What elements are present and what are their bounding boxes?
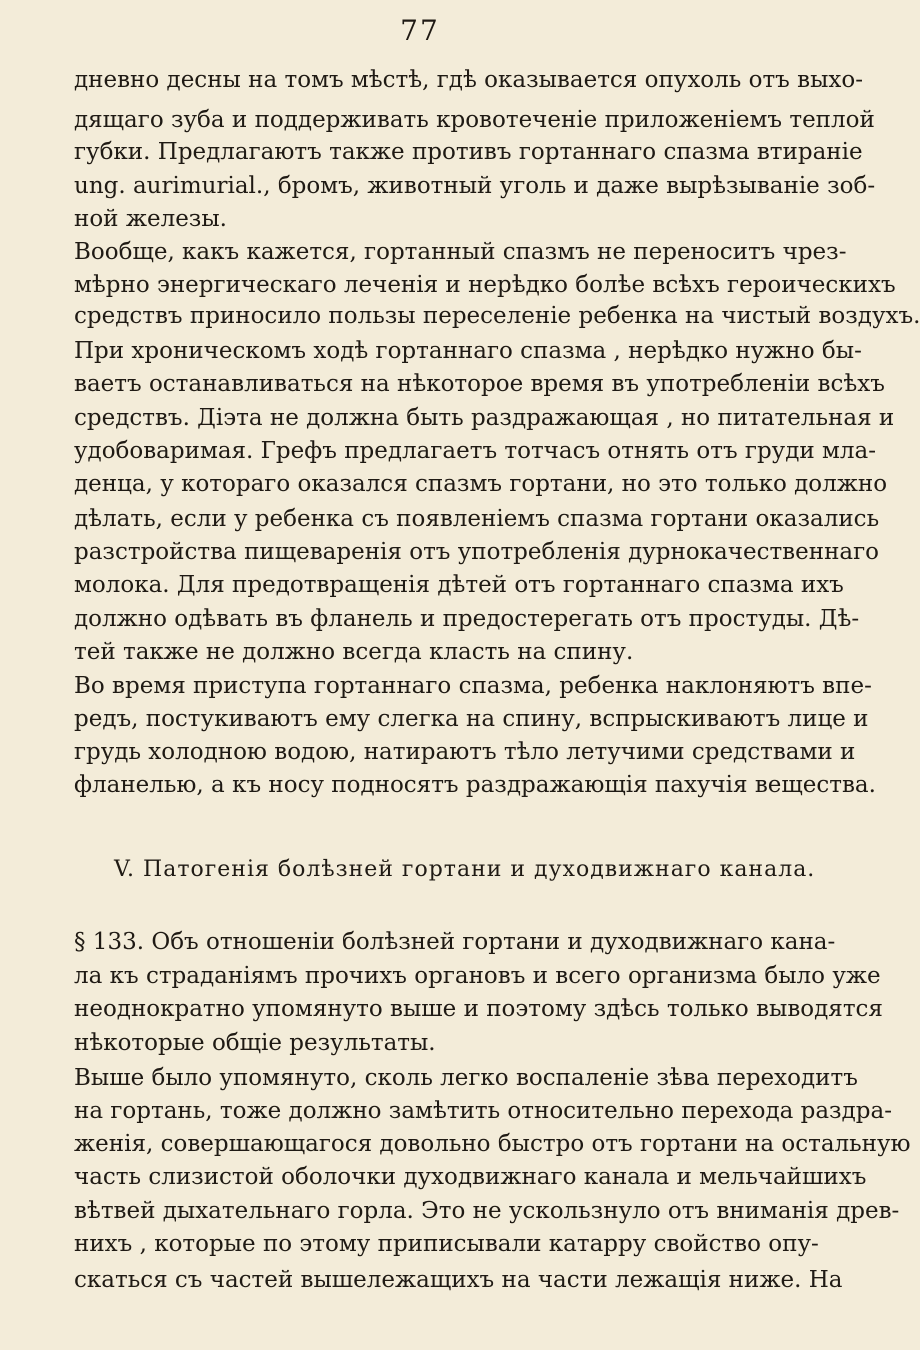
text-line: Во время приступа гортаннаго спазма, ребенка наклоняютъ впе- xyxy=(74,673,872,699)
text-line: нѣкоторые общіе результаты. xyxy=(74,1030,436,1056)
text-line: губки. Предлагаютъ также противъ гортаннаго спазма втираніе xyxy=(74,139,863,165)
text-line: неоднократно упомянуто выше и поэтому здѣсь только выводятся xyxy=(74,996,883,1022)
page-number: 77 xyxy=(400,14,440,47)
text-line: тей также не должно всегда класть на спину. xyxy=(74,639,634,665)
text-line: ung. aurimurial., бромъ, животный уголь и даже вырѣзываніе зоб- xyxy=(74,173,876,199)
text-line: ла къ страданіямъ прочихъ органовъ и всего организма было уже xyxy=(74,963,881,989)
text-line: Вообще, какъ кажется, гортанный спазмъ не переноситъ чрез- xyxy=(74,239,847,265)
text-line: скаться съ частей вышележащихъ на части лежащія ниже. На xyxy=(74,1267,843,1293)
text-line: Выше было упомянуто, сколь легко воспаленіе зѣва переходитъ xyxy=(74,1065,858,1091)
text-line: мѣрно энергическаго леченія и нерѣдко болѣе всѣхъ героическихъ xyxy=(74,272,896,298)
text-line: женія, совершающагося довольно быстро отъ гортани на остальную xyxy=(74,1131,911,1157)
text-line: § 133. Объ отношеніи болѣзней гортани и духодвижнаго кана- xyxy=(74,929,836,955)
text-line: должно одѣвать въ фланель и предостерегать отъ простуды. Дѣ- xyxy=(74,606,860,632)
text-line: ваетъ останавливаться на нѣкоторое время въ употребленіи всѣхъ xyxy=(74,371,885,397)
text-line: При хроническомъ ходѣ гортаннаго спазма , нерѣдко нужно бы- xyxy=(74,338,862,364)
text-line: на гортань, тоже должно замѣтить относительно перехода раздра- xyxy=(74,1098,892,1124)
text-line: дѣлать, если у ребенка съ появленіемъ спазма гортани оказались xyxy=(74,506,880,532)
text-line: молока. Для предотвращенія дѣтей отъ гортаннаго спазма ихъ xyxy=(74,572,844,598)
text-line: нихъ , которые по этому приписывали катарру свойство опу- xyxy=(74,1231,819,1257)
text-line: дящаго зуба и поддерживать кровотеченіе приложеніемъ теплой xyxy=(74,107,875,133)
text-line: часть слизистой оболочки духодвижнаго канала и мельчайшихъ xyxy=(74,1164,867,1190)
text-line: средствъ приносило пользы переселеніе ребенка на чистый воздухъ. xyxy=(74,303,920,329)
text-line: грудь холодною водою, натираютъ тѣло летучими средствами и xyxy=(74,739,856,765)
text-line: разстройства пищеваренія отъ употребленія дурнокачественнаго xyxy=(74,539,880,565)
text-line: ной железы. xyxy=(74,206,227,232)
text-line: денца, у котораго оказался спазмъ гортани, но это только должно xyxy=(74,471,888,497)
text-line: удобоваримая. Грефъ предлагаетъ тотчасъ отнять отъ груди мла- xyxy=(74,438,877,464)
text-line: вѣтвей дыхательнаго горла. Это не ускользнуло отъ вниманія древ- xyxy=(74,1198,900,1224)
section-heading: V. Патогенія болѣзней гортани и духодвижнаго канала. xyxy=(114,857,816,882)
text-line: дневно десны на томъ мѣстѣ, гдѣ оказывается опухоль отъ выхо- xyxy=(74,67,863,93)
text-line: средствъ. Діэта не должна быть раздражающая , но питательная и xyxy=(74,405,895,431)
text-line: редъ, постукиваютъ ему слегка на спину, вспрыскиваютъ лице и xyxy=(74,706,869,732)
text-line: фланелью, а къ носу подносятъ раздражающія пахучія вещества. xyxy=(74,772,876,798)
